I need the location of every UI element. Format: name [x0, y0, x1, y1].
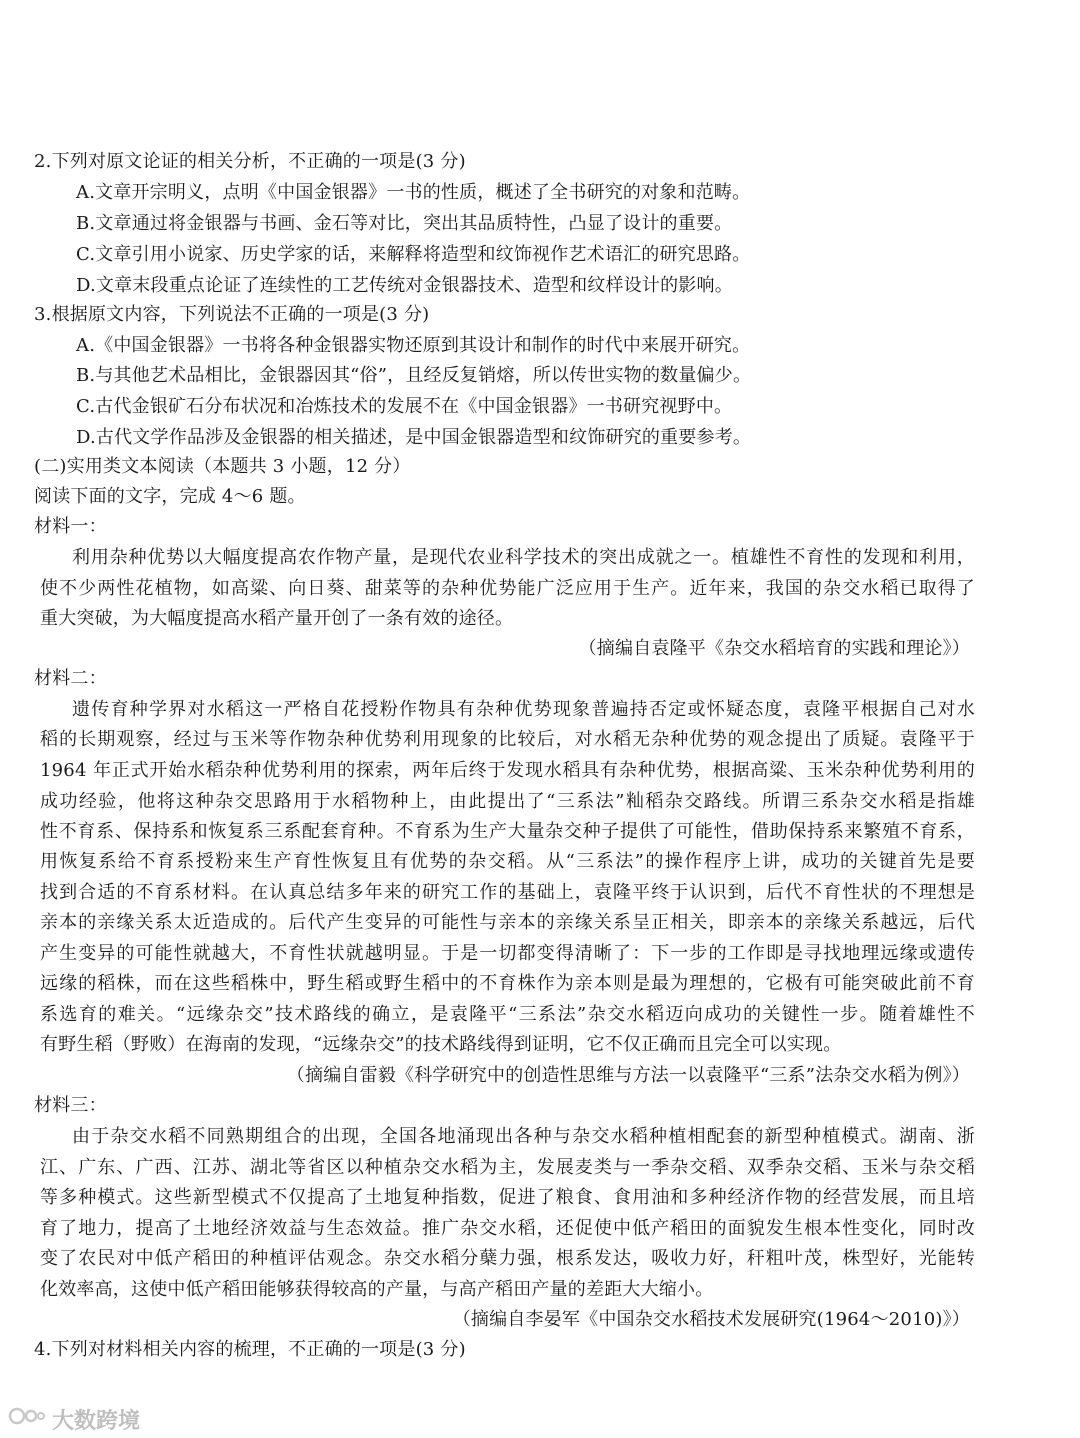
material2-line: 性不育系、保持系和恢复系三系配套育种。不育系为生产大量杂交种子提供了可能性，借助保持系来繁殖不育系， — [40, 821, 975, 842]
material2-line: 系选育的难关。“远缘杂交”技术路线的确立，是袁隆平“三系法”杂交水稻迈向成功的关键性一步。随着雄性不 — [40, 1004, 975, 1025]
watermark — [8, 1404, 140, 1434]
material1-line: 使不少两性花植物，如高粱、向日葵、甜菜等的杂种优势能广泛应用于生产。近年来，我国的杂交水稻已取得了 — [40, 578, 975, 599]
material2-line: 亲本的亲缘关系太近造成的。后代产生变异的可能性与亲本的亲缘关系呈正相关，即亲本的亲缘关系越远，后代 — [40, 912, 975, 933]
q3-stem: 3.根据原文内容，下列说法不正确的一项是(3 分) — [34, 304, 430, 325]
material2-line: 成功经验，他将这种杂交思路用于水稻物种上，由此提出了“三系法”籼稻杂交路线。所谓三系杂交水稻是指雄 — [40, 791, 975, 812]
material3-line: 等多种模式。这些新型模式不仅提高了土地复种指数，促进了粮食、食用油和多种经济作物的经营发展，而且培 — [40, 1187, 975, 1208]
q4-stem: 4.下列对材料相关内容的梳理，不正确的一项是(3 分) — [34, 1339, 466, 1360]
material3-label: 材料三： — [34, 1095, 107, 1116]
material2-label: 材料二： — [34, 668, 107, 689]
material2-line: 用恢复系给不育系授粉来生产育性恢复且有优势的杂交稻。从“三系法”的操作程序上讲，成功的关键首先是要 — [40, 851, 975, 872]
q2-stem: 2.下列对原文论证的相关分析，不正确的一项是(3 分) — [34, 151, 466, 172]
material1-source: （摘编自袁隆平《杂交水稻培育的实践和理论》） — [578, 638, 970, 659]
material3-source: （摘编自李晏军《中国杂交水稻技术发展研究(1964～2010)》） — [452, 1309, 970, 1330]
section-heading: (二)实用类文本阅读（本题共 3 小题，12 分） — [34, 456, 411, 477]
material2-line: 1964 年正式开始水稻杂种优势利用的探索，两年后终于发现水稻具有杂种优势，根据高粱、玉米杂种优势利用的 — [40, 760, 975, 781]
q3-option-d: D.古代文学作品涉及金银器的相关描述，是中国金银器造型和纹饰研究的重要参考。 — [76, 427, 752, 448]
material3-line: 由于杂交水稻不同熟期组合的出现，全国各地涌现出各种与杂交水稻种植相配套的新型种植模式。湖南、浙 — [72, 1126, 975, 1147]
material3-line: 变了农民对中低产稻田的种植评估观念。杂交水稻分蘖力强，根系发达，吸收力好，秆粗叶茂，株型好，光能转 — [40, 1248, 975, 1269]
q2-option-c: C.文章引用小说家、历史学家的话，来解释将造型和纹饰视作艺术语汇的研究思路。 — [76, 244, 751, 265]
material2-line: 有野生稻（野败）在海南的发现，“远缘杂交”的技术路线得到证明，它不仅正确而且完全可以实现。 — [40, 1034, 842, 1055]
q3-option-b: B.与其他艺术品相比，金银器因其“俗”，且经反复销熔，所以传世实物的数量偏少。 — [76, 365, 752, 386]
material2-source: （摘编自雷毅《科学研究中的创造性思维与方法一以袁隆平“三系”法杂交水稻为例》） — [286, 1065, 970, 1086]
logo-icon — [8, 1405, 46, 1433]
q2-option-b: B.文章通过将金银器与书画、金石等对比，突出其品质特性，凸显了设计的重要。 — [76, 213, 733, 234]
q3-option-a: A.《中国金银器》一书将各种金银器实物还原到其设计和制作的时代中来展开研究。 — [76, 335, 751, 356]
material3-line: 育了地力，提高了土地经济效益与生态效益。推广杂交水稻，还促使中低产稻田的面貌发生根本性变化，同时改 — [40, 1218, 975, 1239]
material3-line: 江、广东、广西、江苏、湖北等省区以种植杂交水稻为主，发展麦类与一季杂交稻、双季杂交稻、玉米与杂交稻 — [40, 1157, 975, 1178]
material1-label: 材料一： — [34, 516, 107, 537]
material2-line: 找到合适的不育系材料。在认真总结多年来的研究工作的基础上，袁隆平终于认识到，后代不育性状的不理想是 — [40, 882, 975, 903]
section-instruction: 阅读下面的文字，完成 4～6 题。 — [34, 486, 306, 507]
material2-line: 远缘的稻株，而在这些稻株中，野生稻或野生稻中的不育株作为亲本则是最为理想的，它极有可能突破此前不育 — [40, 973, 975, 994]
material2-line: 产生变异的可能性就越大，不育性状就越明显。于是一切都变得清晰了：下一步的工作即是寻找地理远缘或遗传 — [40, 943, 975, 964]
material2-line: 遗传育种学界对水稻这一严格自花授粉作物具有杂种优势现象普遍持否定或怀疑态度，袁隆平根据自己对水 — [72, 699, 975, 720]
material3-line: 化效率高，这使中低产稻田能够获得较高的产量，与高产稻田产量的差距大大缩小。 — [40, 1279, 714, 1300]
material1-line: 利用杂种优势以大幅度提高农作物产量，是现代农业科学技术的突出成就之一。植雄性不育性的发现和利用， — [72, 547, 975, 568]
material1-line: 重大突破，为大幅度提高水稻产量开创了一条有效的途径。 — [40, 608, 514, 629]
q2-option-a: A.文章开宗明义，点明《中国金银器》一书的性质，概述了全书研究的对象和范畴。 — [76, 182, 751, 203]
material2-line: 稻的长期观察，经过与玉米等作物杂种优势利用现象的比较后，对水稻无杂种优势的观念提出了质疑。袁隆平于 — [40, 729, 975, 750]
q3-option-c: C.古代金银矿石分布状况和冶炼技术的发展不在《中国金银器》一书研究视野中。 — [76, 396, 733, 417]
q2-option-d: D.文章末段重点论证了连续性的工艺传统对金银器技术、造型和纹样设计的影响。 — [76, 275, 733, 296]
watermark-text: 大数跨境 — [52, 1408, 141, 1434]
